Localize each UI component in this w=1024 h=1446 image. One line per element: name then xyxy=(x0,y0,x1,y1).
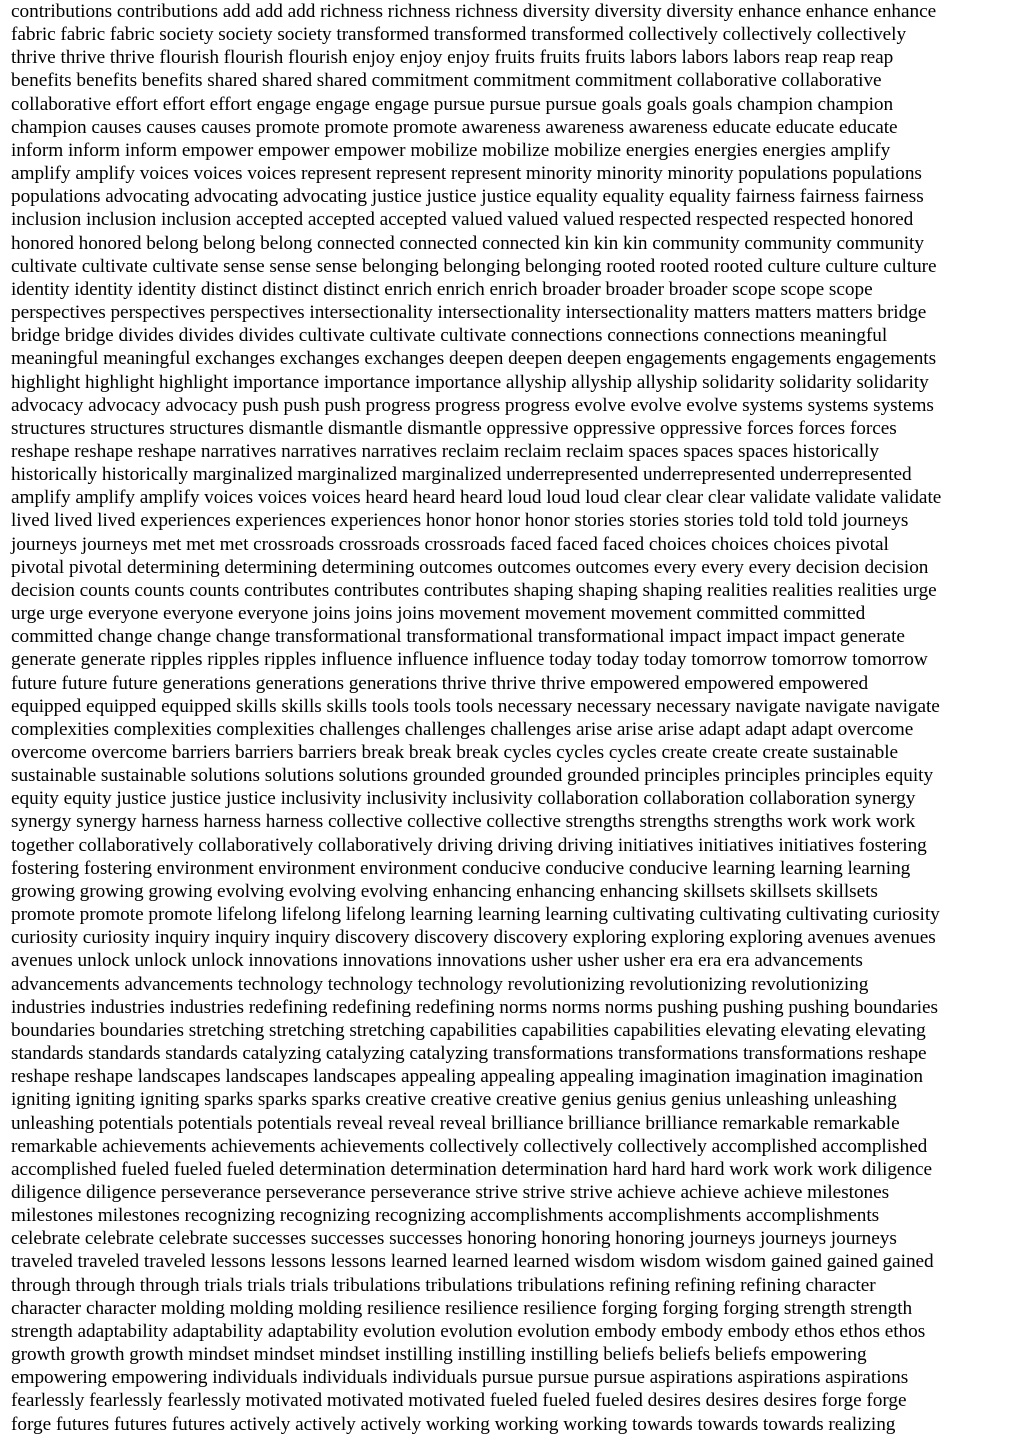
text-line: advocacy advocacy advocacy push push push progress progress progress evolve evolve evolve systems systems systems xyxy=(11,394,934,416)
text-line: synergy synergy harness harness harness collective collective collective strengths strengths strengths work work work xyxy=(11,811,916,833)
text-line: contributions contributions add add add richness richness richness diversity diversity diversity enhance enhance enhance xyxy=(11,1,937,22)
text-line: meaningful meaningful exchanges exchanges exchanges deepen deepen deepen engagements engagements engagements xyxy=(11,348,937,370)
text-line: avenues unlock unlock unlock innovations innovations innovations usher usher usher era era era advancements xyxy=(11,950,863,972)
text-line: curiosity curiosity inquiry inquiry inquiry discovery discovery discovery exploring exploring exploring avenues avenues xyxy=(11,927,936,949)
text-line: reshape reshape landscapes landscapes landscapes appealing appealing appealing imagination imagination imagination xyxy=(11,1066,923,1088)
text-line: complexities complexities complexities challenges challenges challenges arise arise arise adapt adapt adapt overcome xyxy=(11,718,914,740)
text-line: advancements advancements technology technology technology revolutionizing revolutionizing revolutionizing xyxy=(11,973,869,995)
text-line: collaborative effort effort effort engage engage engage pursue pursue pursue goals goals goals champion champion xyxy=(11,93,894,115)
text-line: perspectives perspectives perspectives intersectionality intersectionality intersectionality matters matters matters bridge xyxy=(11,302,927,324)
text-line: growth growth growth mindset mindset mindset instilling instilling instilling beliefs beliefs beliefs empowering xyxy=(11,1344,867,1366)
text-line: cultivate cultivate cultivate sense sense sense belonging belonging belonging rooted rooted rooted culture culture culture xyxy=(11,255,937,277)
text-line: unleashing potentials potentials potentials reveal reveal reveal brilliance brilliance brilliance remarkable remarkable xyxy=(11,1112,900,1134)
text-line: generate generate ripples ripples ripples influence influence influence today today today tomorrow tomorrow tomorrow xyxy=(11,649,928,671)
text-line: overcome overcome barriers barriers barriers break break break cycles cycles cycles create create create sustainable xyxy=(11,742,899,763)
text-line: reshape reshape reshape narratives narratives narratives reclaim reclaim reclaim spaces spaces spaces historically xyxy=(11,440,879,462)
document-text-body xyxy=(11,0,1016,1436)
text-line: empowering empowering individuals individuals individuals pursue pursue pursue aspirations aspirations aspirations xyxy=(11,1367,909,1389)
text-line: fearlessly fearlessly fearlessly motivated motivated motivated fueled fueled fueled desires desires desires forge forge xyxy=(11,1390,907,1412)
text-line: character character molding molding molding resilience resilience resilience forging forging forging strength strength xyxy=(11,1297,913,1319)
text-line: inclusion inclusion inclusion accepted accepted accepted valued valued valued respected respected respected honored xyxy=(11,209,914,231)
text-line: growing growing growing evolving evolving evolving enhancing enhancing enhancing skillsets skillsets skillsets xyxy=(11,880,878,902)
text-line: highlight highlight highlight importance importance importance allyship allyship allyship solidarity solidarity solidarity xyxy=(11,371,929,393)
text-line: equity equity justice justice justice inclusivity inclusivity inclusivity collaboration collaboration collaboration synergy xyxy=(11,788,916,810)
text-line: thrive thrive thrive flourish flourish flourish enjoy enjoy enjoy fruits fruits fruits labors labors labors reap reap reap xyxy=(11,47,894,69)
text-line: sustainable sustainable solutions solutions solutions grounded grounded grounded principles principles principles equity xyxy=(11,765,934,787)
text-line: celebrate celebrate celebrate successes successes successes honoring honoring honoring journeys journeys journeys xyxy=(11,1228,897,1250)
text-line: structures structures structures dismantle dismantle dismantle oppressive oppressive oppressive forces forces forces xyxy=(11,417,897,439)
text-line: populations advocating advocating advocating justice justice justice equality equality equality fairness fairness fairness xyxy=(11,186,924,208)
text-line: igniting igniting igniting sparks sparks sparks creative creative creative genius genius genius unleashing unleashing xyxy=(11,1089,897,1111)
text-line: fabric fabric fabric society society society transformed transformed transformed collectively collectively collectively xyxy=(11,24,907,46)
text-line: remarkable achievements achievements achievements collectively collectively collectively accomplished accomplished xyxy=(11,1135,928,1157)
text-line: bridge bridge divides divides divides cultivate cultivate cultivate connections connections connections meaningful xyxy=(11,325,888,347)
text-line: honored honored belong belong belong connected connected connected kin kin kin community community community xyxy=(11,232,924,254)
text-line: decision counts counts counts contributes contributes contributes shaping shaping shaping realities realities realities urge xyxy=(11,579,937,601)
text-line: accomplished fueled fueled fueled determination determination determination hard hard hard work work work diligence xyxy=(11,1158,933,1180)
text-line: inform inform inform empower empower empower mobilize mobilize mobilize energies energies energies amplify xyxy=(11,139,891,161)
text-line: through through through trials trials trials tribulations tribulations tribulations refining refining refining character xyxy=(11,1274,876,1296)
text-line: committed change change change transformational transformational transformational impact impact impact generate xyxy=(11,626,905,648)
text-line: boundaries boundaries stretching stretching stretching capabilities capabilities capabilities elevating elevating elevating xyxy=(11,1019,926,1041)
text-line: milestones milestones recognizing recognizing recognizing accomplishments accomplishments accomplishments xyxy=(11,1205,880,1227)
text-line: amplify amplify amplify voices voices voices heard heard heard loud loud loud clear clear clear validate validate validate xyxy=(11,487,942,509)
text-line: equipped equipped equipped skills skills skills tools tools tools necessary necessary necessary navigate navigate navigate xyxy=(11,695,940,717)
text-line: historically historically marginalized marginalized marginalized underrepresented underrepresented underrepresented xyxy=(11,464,912,486)
text-line: benefits benefits benefits shared shared shared commitment commitment commitment collaborative collaborative xyxy=(11,70,882,92)
text-line: standards standards standards catalyzing catalyzing catalyzing transformations transformations transformations reshape xyxy=(11,1043,927,1065)
text-line: lived lived lived experiences experiences experiences honor honor honor stories stories stories told told told journeys xyxy=(11,510,909,532)
text-line: forge futures futures futures actively actively actively working working working towards towards towards realizing xyxy=(11,1413,896,1435)
text-line: together collaboratively collaboratively collaboratively driving driving driving initiatives initiatives initiatives fostering xyxy=(11,834,927,856)
text-line: industries industries industries redefining redefining redefining norms norms norms pushing pushing pushing boundaries xyxy=(11,996,938,1018)
text-line: diligence diligence perseverance perseverance perseverance strive strive strive achieve achieve achieve milestones xyxy=(11,1181,890,1203)
text-line: amplify amplify voices voices voices represent represent represent minority minority minority populations populations xyxy=(11,163,922,185)
text-line: champion causes causes causes promote promote promote awareness awareness awareness educate educate educate xyxy=(11,116,898,138)
text-line: traveled traveled traveled lessons lessons lessons learned learned learned wisdom wisdom wisdom gained gained gained xyxy=(11,1251,934,1273)
text-line: promote promote promote lifelong lifelong lifelong learning learning learning cultivating cultivating cultivating curiosity xyxy=(11,904,940,926)
text-line: strength adaptability adaptability adaptability evolution evolution evolution embody embody embody ethos ethos ethos xyxy=(11,1320,926,1342)
text-line: fostering fostering environment environment environment conducive conducive conducive learning learning learning xyxy=(11,857,911,879)
text-line: pivotal pivotal determining determining determining outcomes outcomes outcomes every every every decision decision xyxy=(11,556,929,578)
text-line: identity identity identity distinct distinct distinct enrich enrich enrich broader broader broader scope scope scope xyxy=(11,278,873,300)
text-line: future future future generations generations generations thrive thrive thrive empowered empowered empowered xyxy=(11,672,869,694)
text-line: urge urge everyone everyone everyone joins joins joins movement movement movement committed committed xyxy=(11,603,866,625)
text-line: journeys journeys met met met crossroads crossroads crossroads faced faced faced choices choices choices pivotal xyxy=(11,533,889,555)
